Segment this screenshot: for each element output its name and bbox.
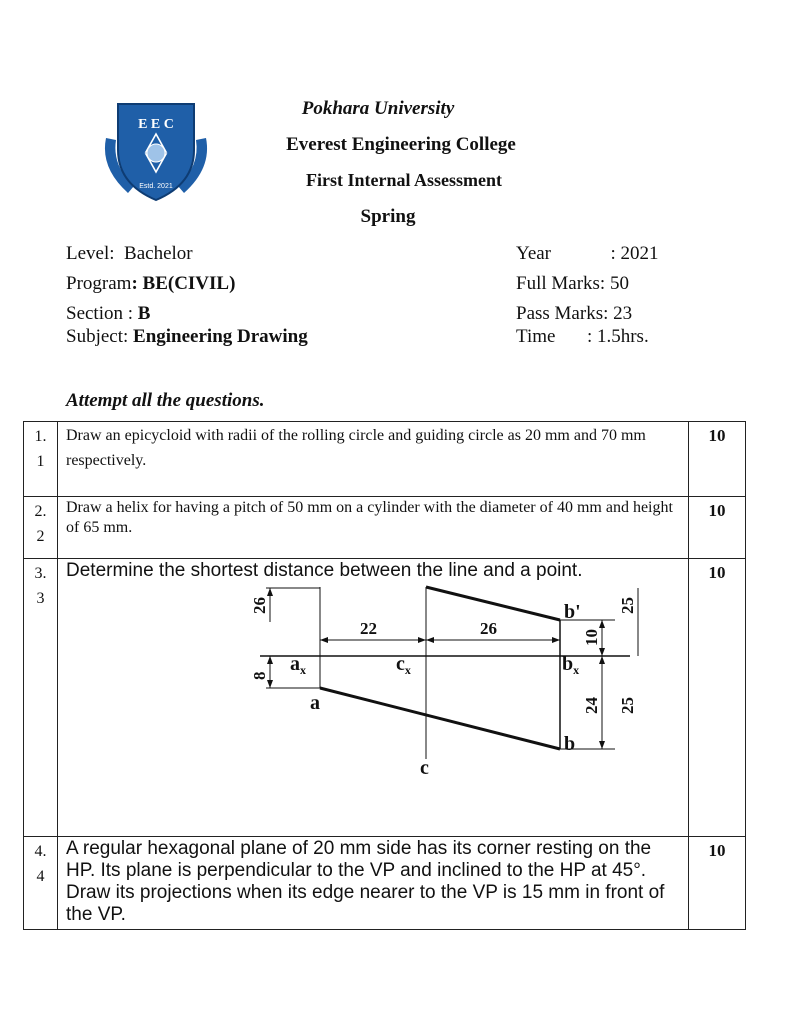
dim-26-top: 26 xyxy=(250,597,269,614)
question-marks: 10 xyxy=(689,497,746,559)
question-number: 4. 4 xyxy=(24,837,58,930)
dim-10: 10 xyxy=(582,629,601,646)
exam-title: First Internal Assessment xyxy=(306,170,502,190)
logo-top-text: E E C xyxy=(138,117,174,132)
question-marks: 10 xyxy=(689,837,746,930)
dim-25-bottom: 25 xyxy=(618,697,637,714)
section-value: B xyxy=(137,303,151,324)
year-value: : 2021 xyxy=(610,243,659,264)
question-text: Determine the shortest distance between the line and a point. xyxy=(66,560,583,581)
question-marks: 10 xyxy=(689,559,746,837)
dim-25-top: 25 xyxy=(618,597,637,614)
dim-22: 22 xyxy=(360,619,377,638)
label-b-prime: b' xyxy=(564,601,581,623)
dim-24: 24 xyxy=(582,697,601,714)
time-value: : 1.5hrs. xyxy=(586,326,649,347)
label-b: b xyxy=(564,733,576,755)
question-text: A regular hexagonal plane of 20 mm side has its corner resting on the HP. Its plane is perpendicular to the VP and inclined to the HP at 45°. Draw its projections when its edge nearer to the VP is 15 mm in front of the VP. xyxy=(58,837,689,930)
label-ax: $a_x$ xyxy=(290,653,306,677)
question-text: Draw an epicycloid with radii of the rolling circle and guiding circle as 20 mm and 70 mm respectively. xyxy=(58,422,689,497)
pass-marks: Pass Marks: 23 xyxy=(516,303,633,324)
level-label: Level: xyxy=(66,243,115,264)
question-number: 1. 1 xyxy=(24,422,58,497)
dim-26-mid: 26 xyxy=(480,619,497,638)
questions-table xyxy=(23,421,746,930)
question-row xyxy=(24,497,746,559)
level-row xyxy=(66,243,193,265)
question-number: 2. 2 xyxy=(24,497,58,559)
line-b-prime-top xyxy=(426,587,560,620)
time-label: Time xyxy=(516,326,556,347)
label-bx: $b_x$ xyxy=(562,653,580,677)
projection-diagram xyxy=(190,584,637,779)
label-a: a xyxy=(310,692,320,714)
question-body xyxy=(58,559,689,837)
subject-value: Engineering Drawing xyxy=(133,326,308,347)
logo-est-text: Estd. 2021 xyxy=(139,183,173,190)
line-a-b xyxy=(320,688,560,749)
question-marks: 10 xyxy=(689,422,746,497)
subject-label: Subject: xyxy=(66,326,134,347)
year-row xyxy=(516,243,659,265)
subject-row xyxy=(66,326,308,348)
question-row xyxy=(24,559,746,837)
label-cx: $c_x$ xyxy=(396,653,411,677)
dim-8: 8 xyxy=(250,671,269,680)
section-label: Section : xyxy=(66,303,138,324)
program-value: : BE(CIVIL) xyxy=(131,273,236,294)
question-row xyxy=(24,422,746,497)
instruction: Attempt all the questions. xyxy=(66,390,265,411)
college-name: Everest Engineering College xyxy=(286,134,516,155)
university-name: Pokhara University xyxy=(301,98,455,119)
section-row xyxy=(66,303,150,325)
level-value: Bachelor xyxy=(124,243,193,264)
exam-term: Spring xyxy=(360,206,416,227)
program-label: Program xyxy=(66,273,132,294)
year-label: Year xyxy=(516,243,552,264)
program-row xyxy=(66,273,235,295)
full-marks: Full Marks: 50 xyxy=(516,273,629,294)
question-text: Draw a helix for having a pitch of 50 mm on a cylinder with the diameter of 40 mm and height of 65 mm. xyxy=(58,497,689,559)
label-c: c xyxy=(420,757,429,779)
question-row xyxy=(24,837,746,930)
question-number: 3. 3 xyxy=(24,559,58,837)
time-row xyxy=(516,326,649,348)
